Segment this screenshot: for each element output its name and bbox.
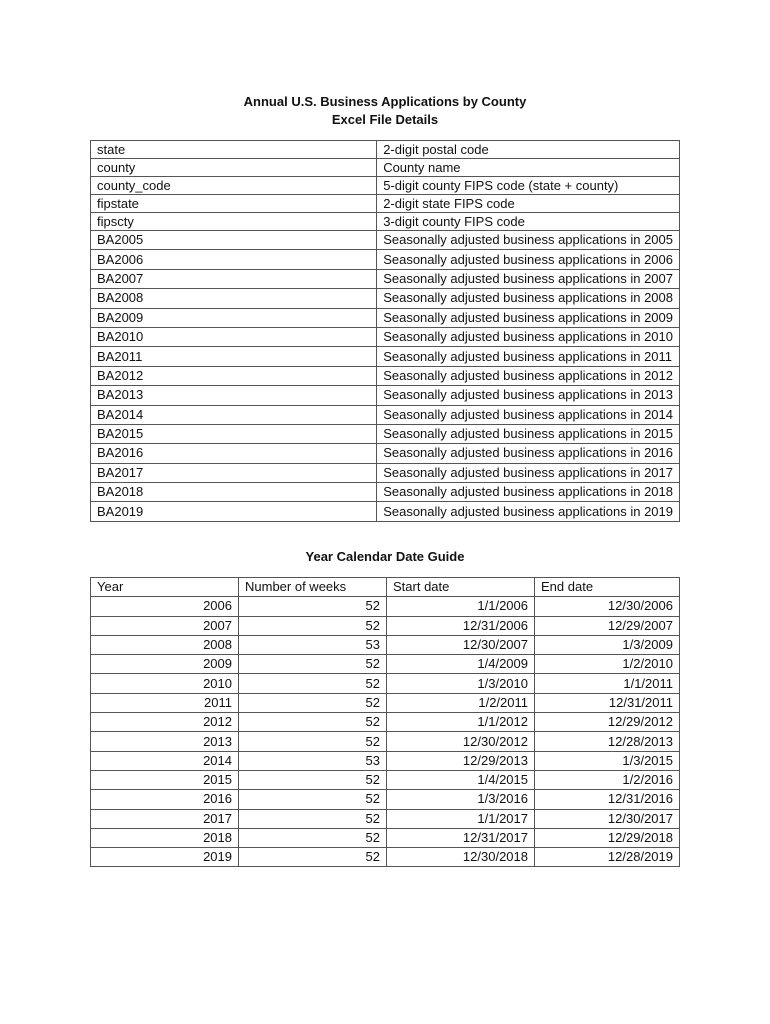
weeks-cell: 52	[239, 809, 387, 828]
table-row	[91, 732, 680, 751]
field-name-cell: BA2006	[91, 250, 377, 269]
field-name-cell: BA2012	[91, 366, 377, 385]
field-name-cell: BA2015	[91, 424, 377, 443]
table-row	[91, 366, 680, 385]
calendar-guide-title: Year Calendar Date Guide	[305, 549, 465, 564]
start-date-cell: 12/31/2006	[387, 616, 535, 635]
table-row	[91, 655, 680, 674]
table-row	[91, 809, 680, 828]
start-date-cell: 12/30/2012	[387, 732, 535, 751]
field-description-cell: 5-digit county FIPS code (state + county)	[377, 177, 680, 195]
table-row	[91, 751, 680, 770]
field-description-cell: Seasonally adjusted business applications in 2014	[377, 405, 680, 424]
table-row	[91, 483, 680, 502]
weeks-cell: 53	[239, 635, 387, 654]
header-year: Year	[91, 578, 239, 597]
table-row	[91, 213, 680, 231]
field-name-cell: county	[91, 159, 377, 177]
year-cell: 2014	[91, 751, 239, 770]
table-row	[91, 386, 680, 405]
weeks-cell: 52	[239, 616, 387, 635]
year-cell: 2013	[91, 732, 239, 751]
table-row	[91, 327, 680, 346]
start-date-cell: 12/29/2013	[387, 751, 535, 770]
field-name-cell: fipstate	[91, 195, 377, 213]
end-date-cell: 12/30/2006	[535, 597, 680, 616]
table-row	[91, 250, 680, 269]
field-name-cell: fipscty	[91, 213, 377, 231]
table-row	[91, 231, 680, 250]
field-description-cell: 3-digit county FIPS code	[377, 213, 680, 231]
field-description-cell: Seasonally adjusted business applications in 2019	[377, 502, 680, 521]
start-date-cell: 1/3/2016	[387, 790, 535, 809]
year-cell: 2017	[91, 809, 239, 828]
table-row	[91, 502, 680, 521]
start-date-cell: 1/3/2010	[387, 674, 535, 693]
table-row	[91, 444, 680, 463]
field-name-cell: BA2009	[91, 308, 377, 327]
start-date-cell: 1/4/2015	[387, 770, 535, 789]
document-subtitle: Excel File Details	[331, 112, 439, 127]
table-row	[91, 790, 680, 809]
year-cell: 2006	[91, 597, 239, 616]
table-row	[91, 141, 680, 159]
weeks-cell: 52	[239, 693, 387, 712]
field-description-cell: Seasonally adjusted business applications in 2012	[377, 366, 680, 385]
start-date-cell: 1/1/2017	[387, 809, 535, 828]
table-row	[91, 713, 680, 732]
file-details-table	[90, 140, 680, 522]
start-date-cell: 12/31/2017	[387, 828, 535, 847]
end-date-cell: 1/1/2011	[535, 674, 680, 693]
calendar-guide-table	[90, 577, 680, 867]
end-date-cell: 12/30/2017	[535, 809, 680, 828]
table-row	[91, 424, 680, 443]
end-date-cell: 1/3/2009	[535, 635, 680, 654]
field-description-cell: Seasonally adjusted business applications in 2009	[377, 308, 680, 327]
end-date-cell: 1/2/2016	[535, 770, 680, 789]
table-row	[91, 289, 680, 308]
field-name-cell: BA2010	[91, 327, 377, 346]
field-description-cell: Seasonally adjusted business applications in 2007	[377, 269, 680, 288]
field-description-cell: Seasonally adjusted business applications in 2010	[377, 327, 680, 346]
year-cell: 2015	[91, 770, 239, 789]
field-description-cell: Seasonally adjusted business applications in 2013	[377, 386, 680, 405]
table-row	[91, 269, 680, 288]
field-name-cell: BA2019	[91, 502, 377, 521]
start-date-cell: 1/4/2009	[387, 655, 535, 674]
start-date-cell: 1/1/2006	[387, 597, 535, 616]
year-cell: 2018	[91, 828, 239, 847]
end-date-cell: 1/2/2010	[535, 655, 680, 674]
weeks-cell: 52	[239, 655, 387, 674]
field-description-cell: Seasonally adjusted business applications in 2006	[377, 250, 680, 269]
table-row	[91, 308, 680, 327]
weeks-cell: 52	[239, 848, 387, 867]
field-description-cell: Seasonally adjusted business applications in 2015	[377, 424, 680, 443]
field-name-cell: BA2011	[91, 347, 377, 366]
table-row	[91, 693, 680, 712]
field-name-cell: state	[91, 141, 377, 159]
weeks-cell: 52	[239, 770, 387, 789]
table-row	[91, 159, 680, 177]
field-description-cell: Seasonally adjusted business applications in 2018	[377, 483, 680, 502]
field-description-cell: Seasonally adjusted business applications in 2017	[377, 463, 680, 482]
weeks-cell: 52	[239, 790, 387, 809]
field-description-cell: Seasonally adjusted business applications in 2008	[377, 289, 680, 308]
field-name-cell: BA2017	[91, 463, 377, 482]
field-name-cell: BA2005	[91, 231, 377, 250]
end-date-cell: 12/29/2012	[535, 713, 680, 732]
table-row	[91, 195, 680, 213]
end-date-cell: 12/31/2011	[535, 693, 680, 712]
weeks-cell: 52	[239, 732, 387, 751]
end-date-cell: 12/31/2016	[535, 790, 680, 809]
document-title: Annual U.S. Business Applications by County	[243, 94, 527, 109]
weeks-cell: 52	[239, 674, 387, 693]
table-row	[91, 848, 680, 867]
field-name-cell: BA2007	[91, 269, 377, 288]
field-description-cell: Seasonally adjusted business applications in 2011	[377, 347, 680, 366]
header-start-date: Start date	[387, 578, 535, 597]
field-name-cell: BA2008	[91, 289, 377, 308]
weeks-cell: 53	[239, 751, 387, 770]
field-name-cell: county_code	[91, 177, 377, 195]
field-name-cell: BA2013	[91, 386, 377, 405]
year-cell: 2009	[91, 655, 239, 674]
end-date-cell: 1/3/2015	[535, 751, 680, 770]
start-date-cell: 12/30/2018	[387, 848, 535, 867]
table-row	[91, 770, 680, 789]
start-date-cell: 1/2/2011	[387, 693, 535, 712]
table-row	[91, 405, 680, 424]
year-cell: 2019	[91, 848, 239, 867]
year-cell: 2011	[91, 693, 239, 712]
year-cell: 2007	[91, 616, 239, 635]
end-date-cell: 12/28/2019	[535, 848, 680, 867]
field-name-cell: BA2016	[91, 444, 377, 463]
year-cell: 2012	[91, 713, 239, 732]
weeks-cell: 52	[239, 828, 387, 847]
table-row	[91, 635, 680, 654]
table-row	[91, 616, 680, 635]
year-cell: 2010	[91, 674, 239, 693]
table-row	[91, 177, 680, 195]
field-description-cell: Seasonally adjusted business applications in 2005	[377, 231, 680, 250]
end-date-cell: 12/29/2007	[535, 616, 680, 635]
end-date-cell: 12/29/2018	[535, 828, 680, 847]
field-description-cell: County name	[377, 159, 680, 177]
end-date-cell: 12/28/2013	[535, 732, 680, 751]
weeks-cell: 52	[239, 597, 387, 616]
header-weeks: Number of weeks	[239, 578, 387, 597]
calendar-header-row	[91, 578, 680, 597]
start-date-cell: 12/30/2007	[387, 635, 535, 654]
field-name-cell: BA2014	[91, 405, 377, 424]
field-name-cell: BA2018	[91, 483, 377, 502]
table-row	[91, 463, 680, 482]
table-row	[91, 674, 680, 693]
table-row	[91, 597, 680, 616]
table-row	[91, 828, 680, 847]
weeks-cell: 52	[239, 713, 387, 732]
field-description-cell: 2-digit postal code	[377, 141, 680, 159]
year-cell: 2008	[91, 635, 239, 654]
header-end-date: End date	[535, 578, 680, 597]
year-cell: 2016	[91, 790, 239, 809]
field-description-cell: Seasonally adjusted business applications in 2016	[377, 444, 680, 463]
field-description-cell: 2-digit state FIPS code	[377, 195, 680, 213]
table-row	[91, 347, 680, 366]
start-date-cell: 1/1/2012	[387, 713, 535, 732]
